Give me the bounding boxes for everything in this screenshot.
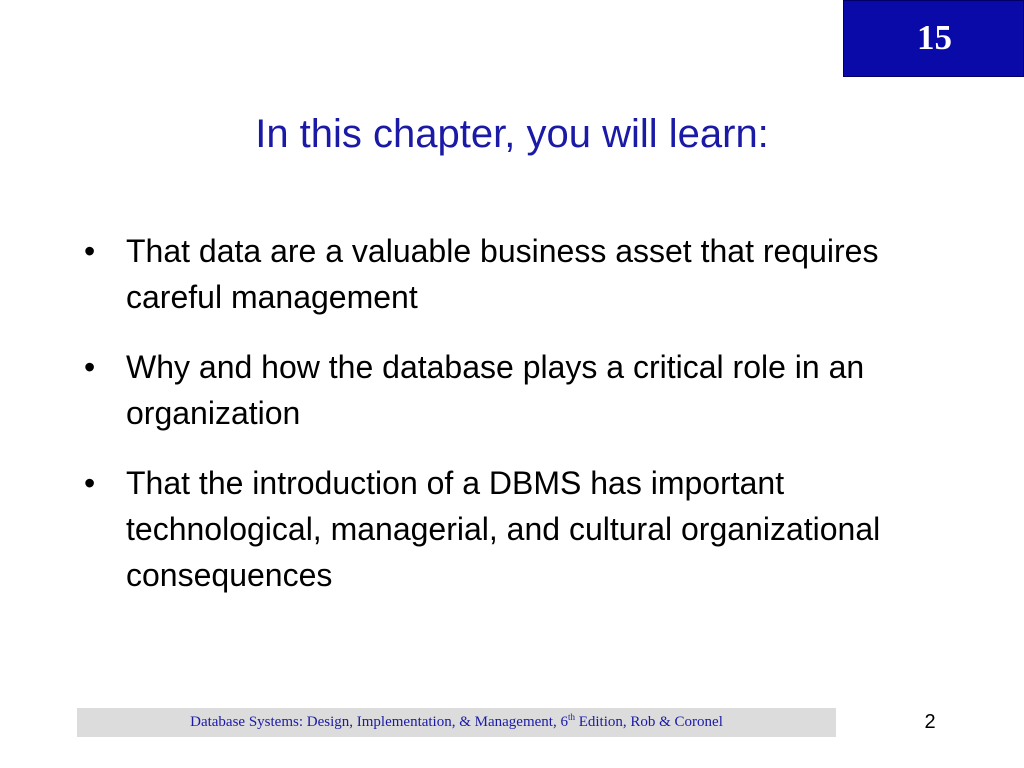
- bullet-item: [84, 460, 944, 598]
- footer-text-start: Database Systems: Design, Implementation, & Management, 6: [190, 714, 568, 730]
- bullet-text: Why and how the database plays a critical role in an organization: [126, 349, 865, 431]
- bullet-list: [84, 228, 944, 622]
- page-number: 2: [924, 711, 936, 733]
- slide-title: In this chapter, you will learn:: [255, 112, 769, 156]
- footer-citation: [77, 708, 836, 737]
- bullet-item: [84, 228, 944, 320]
- chapter-badge: [843, 0, 1024, 77]
- bullet-text: That the introduction of a DBMS has important technological, managerial, and cultural organizational consequences: [126, 465, 881, 593]
- footer-superscript: th: [567, 712, 575, 722]
- bullet-icon: •: [84, 233, 96, 269]
- chapter-number: 15: [917, 18, 952, 57]
- bullet-icon: •: [84, 465, 96, 501]
- bullet-icon: •: [84, 349, 96, 385]
- bullet-text: That data are a valuable business asset that requires careful management: [126, 233, 879, 315]
- bullet-item: [84, 344, 944, 436]
- footer-text-end: Edition, Rob & Coronel: [574, 714, 723, 730]
